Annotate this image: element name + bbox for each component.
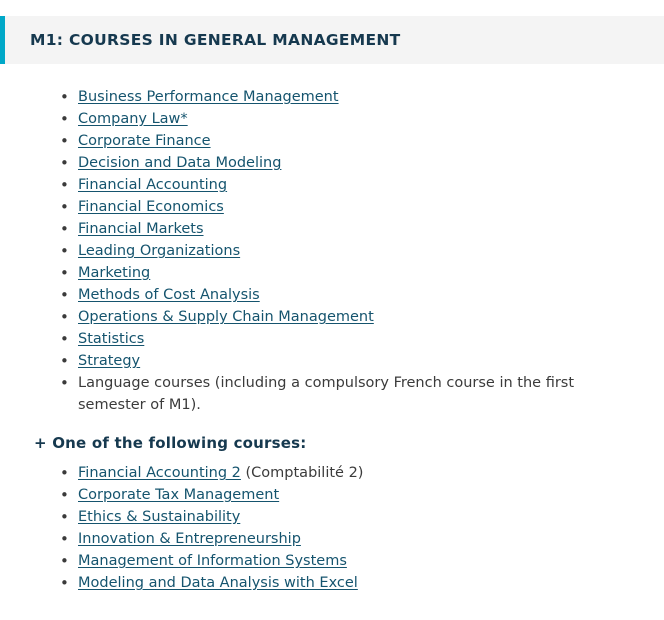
course-label: Language courses (including a compulsory French course in the first semester of M1). <box>78 375 575 413</box>
list-item[interactable] <box>60 152 638 174</box>
course-link[interactable]: Ethics & Sustainability <box>78 509 241 525</box>
list-item[interactable] <box>60 86 638 108</box>
course-link[interactable]: Financial Markets <box>78 221 204 237</box>
list-item[interactable] <box>60 484 638 506</box>
list-item[interactable] <box>60 462 638 484</box>
list-item[interactable] <box>60 572 638 594</box>
course-link[interactable]: Strategy <box>78 353 141 369</box>
course-link[interactable]: Management of Information Systems <box>78 553 347 569</box>
header-accent-bar <box>0 16 5 64</box>
list-item[interactable] <box>60 284 638 306</box>
course-link[interactable]: Operations & Supply Chain Management <box>78 309 374 325</box>
list-item[interactable] <box>60 130 638 152</box>
section-header <box>0 16 664 64</box>
list-item[interactable] <box>60 174 638 196</box>
primary-course-list <box>26 86 638 416</box>
course-link[interactable]: Innovation & Entrepreneurship <box>78 531 301 547</box>
list-item <box>60 372 638 416</box>
course-link[interactable]: Statistics <box>78 331 145 347</box>
list-item[interactable] <box>60 262 638 284</box>
course-link[interactable]: Financial Accounting <box>78 177 228 193</box>
elective-course-list <box>26 462 638 594</box>
course-link[interactable]: Leading Organizations <box>78 243 241 259</box>
page-title: M1: COURSES IN GENERAL MANAGEMENT <box>30 31 401 49</box>
list-item[interactable] <box>60 506 638 528</box>
list-item[interactable] <box>60 196 638 218</box>
list-item[interactable] <box>60 240 638 262</box>
course-link[interactable]: Modeling and Data Analysis with Excel <box>78 575 358 591</box>
course-link[interactable]: Business Performance Management <box>78 89 339 105</box>
course-link[interactable]: Marketing <box>78 265 151 281</box>
elective-subheading: + One of the following courses: <box>34 434 307 452</box>
course-link[interactable]: Methods of Cost Analysis <box>78 287 260 303</box>
list-item[interactable] <box>60 550 638 572</box>
list-item[interactable] <box>60 350 638 372</box>
course-link[interactable]: Financial Economics <box>78 199 224 215</box>
list-item[interactable] <box>60 108 638 130</box>
course-link[interactable]: Company Law* <box>78 111 188 127</box>
list-item[interactable] <box>60 218 638 240</box>
list-item[interactable] <box>60 306 638 328</box>
course-link[interactable]: Decision and Data Modeling <box>78 155 282 171</box>
course-link[interactable]: Financial Accounting 2 <box>78 465 241 481</box>
content-area <box>0 64 664 594</box>
list-item[interactable] <box>60 328 638 350</box>
course-label-suffix: (Comptabilité 2) <box>240 465 364 481</box>
course-link[interactable]: Corporate Finance <box>78 133 211 149</box>
list-item[interactable] <box>60 528 638 550</box>
course-link[interactable]: Corporate Tax Management <box>78 487 280 503</box>
